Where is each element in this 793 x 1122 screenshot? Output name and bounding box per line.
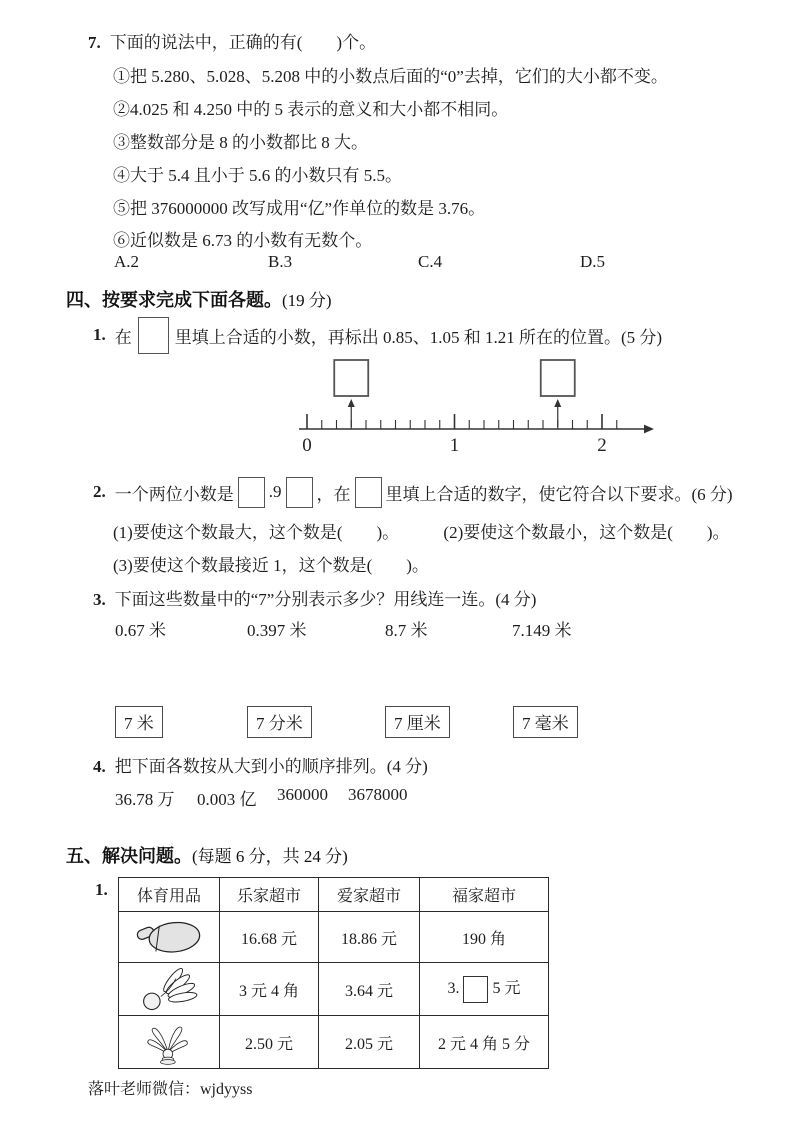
section-4-title [66,286,332,312]
q7-statement-5: ⑤把 376000000 改写成用“亿”作单位的数是 3.76。 [113,199,486,218]
table-row-shuttlecock [119,963,549,1016]
q4-1-answer-box [138,317,169,354]
section-4-score: (19 分) [282,291,332,310]
quantity-item-2: 0.397 米 [247,621,307,640]
header-aijia-market: 爱家超市 [319,878,420,912]
badminton-shuttlecock-icon [119,963,220,1016]
q4-1-number: 1. [93,325,106,344]
q4-2-sub3: (3)要使这个数最接近 1，这个数是( )。 [113,556,429,575]
option-c: C.4 [418,252,443,271]
q4-3-text: 下面这些数量中的“7”分别表示多少？用线连一连。(4 分) [114,590,537,609]
q4-2-digit-box-1 [238,477,265,508]
table-tennis-paddle-icon [119,912,220,963]
option-a: A.2 [114,252,140,271]
number-item-4: 3678000 [348,785,408,804]
q4-2-number: 2. [93,482,106,501]
q4-2-seg3: ，在 [316,484,351,504]
price-cell: 3 元 4 角 [220,963,319,1016]
q4-2-sub1: (1)要使这个数最大，这个数是( )。 [113,523,400,542]
q4-2-sub2: (2)要使这个数最小，这个数是( )。 [443,523,730,542]
q4-2-seg1: 一个两位小数是 [114,484,234,504]
svg-text:0: 0 [302,435,312,455]
q4-2-digit-box-3 [355,477,382,508]
unit-box-millimeter: 7 毫米 [513,706,578,738]
price-table-header-row [119,878,549,912]
q4-3-number: 3. [93,590,106,609]
jianzi-shuttlecock-icon [119,1016,220,1069]
number-item-3: 360000 [277,785,328,804]
q7-statement-3: ③整数部分是 8 的小数都比 8 大。 [113,133,368,152]
q7-statement-1: ①把 5.280、5.028、5.208 中的小数点后面的“0”去掉，它们的大小都不变。 [113,67,668,86]
price-table [118,877,549,1069]
price-cell: 2.05 元 [319,1016,420,1069]
question-7-prompt [88,28,376,53]
q7-statement-2: ②4.025 和 4.250 中的 5 表示的意义和大小都不相同。 [113,100,509,119]
q4-3-units-row [0,706,793,742]
q4-3-quantities-row [0,616,793,640]
price-cell: 190 角 [420,912,549,963]
price-cell: 2 元 4 角 5 分 [420,1016,549,1069]
section-4-title-text: 四、按要求完成下面各题。 [66,290,282,310]
section-5-score: (每题 6 分，共 24 分) [192,847,348,866]
price-cell: 16.68 元 [220,912,319,963]
question-4-2 [93,474,733,510]
option-d: D.5 [580,252,606,271]
q7-options-row [0,252,793,276]
header-sports-goods: 体育用品 [119,878,220,912]
q7-statement-6: ⑥近似数是 6.73 的小数有无数个。 [113,231,373,250]
question-4-4 [93,752,428,777]
section-5-title [66,842,348,868]
unit-box-centimeter: 7 厘米 [385,706,450,738]
price-cell: 2.50 元 [220,1016,319,1069]
price-box-post: 5 元 [492,980,521,998]
q4-1-text-pre: 在 [114,327,132,347]
question-4-1 [93,315,662,355]
q4-2-subline-1 [113,518,730,543]
price-cell: 18.86 元 [319,912,420,963]
quantity-item-1: 0.67 米 [115,621,166,640]
svg-text:2: 2 [597,435,607,455]
option-b: B.3 [268,252,293,271]
q4-2-digit-box-2 [286,477,313,508]
footer-wechat-note: 落叶老师微信：wjdyyss [88,1081,253,1098]
header-lejia-market: 乐家超市 [220,878,319,912]
q4-4-numbers-row [0,785,793,809]
number-item-2: 0.003 亿 [197,790,257,809]
question-7-text: 下面的说法中，正确的有( )个。 [109,33,377,52]
q4-2-seg4: 里填上合适的数字，使它符合以下要求。(6 分) [385,484,733,504]
quantity-item-4: 7.149 米 [512,621,572,640]
price-box-pre: 3. [447,980,460,998]
price-cell: 3.64 元 [319,963,420,1016]
q4-1-text-post: 里填上合适的小数，再标出 0.85、1.05 和 1.21 所在的位置。(5 分) [174,327,663,347]
question-4-3 [93,585,536,610]
header-fujia-market: 福家超市 [420,878,549,912]
unit-box-meter: 7 米 [115,706,163,738]
number-line-svg [295,357,660,455]
q5-1-number: 1. [95,880,108,899]
q4-2-seg2: .9 [268,482,282,501]
q4-4-number: 4. [93,757,106,776]
table-row-paddle [119,912,549,963]
question-7-number: 7. [88,33,101,52]
quantity-item-3: 8.7 米 [385,621,428,640]
svg-text:1: 1 [449,435,460,455]
table-row-jianzi [119,1016,549,1069]
q7-statement-4: ④大于 5.4 且小于 5.6 的小数只有 5.5。 [113,166,402,185]
q4-4-text: 把下面各数按从大到小的顺序排列。(4 分) [114,757,428,776]
number-item-1: 36.78 万 [115,790,175,809]
unit-box-decimeter: 7 分米 [247,706,312,738]
price-cell-with-box [420,963,549,1016]
price-answer-box [463,976,488,1003]
section-5-title-text: 五、解决问题。 [66,846,192,866]
